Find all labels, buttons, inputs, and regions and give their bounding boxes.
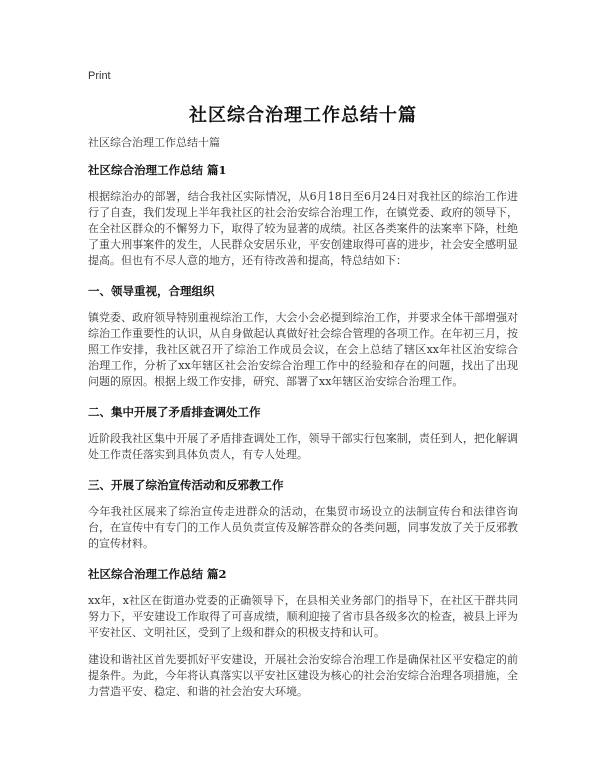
document-title: 社区综合治理工作总结十篇 [189, 105, 417, 126]
section-heading: 社区综合治理工作总结 篇2 [88, 567, 227, 581]
section-heading: 社区综合治理工作总结 篇1 [88, 163, 227, 177]
document-body [88, 162, 518, 700]
section-paragraph: 今年我社区展来了综治宣传走进群众的活动，在集贸市场设立的法制宣传台和法律咨询台，在宣传中有专门的工作人员负责宣传及解答群众的各类问题，同事发放了关于反邪教的宣传材料。 [88, 505, 518, 550]
section-heading: 三、开展了综治宣传活动和反邪教工作 [88, 478, 284, 492]
section-paragraph: 建设和谐社区首先要抓好平安建设，开展社会治安综合治理工作是确保社区平安稳定的前提条件。为此，今年将认真落实以平安社区建设为核心的社会治安综合治理各项措施，全力营造平安、稳定、和谐的社会治安大环境。 [88, 653, 518, 698]
section-paragraph: 近阶段我社区集中开展了矛盾排查调处工作，领导干部实行包案制，责任到人，把化解调处工作责任落实到具体负责人，有专人处理。 [88, 432, 518, 461]
print-link[interactable]: Print [88, 70, 111, 82]
document-subtitle: 社区综合治理工作总结十篇 [88, 136, 220, 149]
section-paragraph: 镇党委、政府领导特别重视综治工作，大会小会必提到综治工作，并要求全体干部增强对综治工作重要性的认识，从自身做起认真做好社会综合管理的各项工作。在年初三月，按照工作安排，我社区就召开了综治工作成员会议，在会上总结了辖区xx年社区治安综合治理工作，分析了xx年辖区社会治安综合治理工作中的经验和存在的问题，找出了出现问题的原因。根据上级工作安排，研究、部署了xx年辖区治安综合治理工作。 [88, 311, 518, 388]
section-paragraph: xx年，x社区在街道办党委的正确领导下，在县相关业务部门的指导下，在社区干群共同努力下，平安建设工作取得了可喜成绩，顺利迎接了省市县各级多次的检查，被县上评为平安社区、文明社区，受到了上级和群众的积极支持和认可。 [88, 594, 518, 639]
section-paragraph: 根据综治办的部署，结合我社区实际情况，从6月18日至6月24日对我社区的综治工作进行了自查，我们发现上半年我社区的社会治安综合治理工作，在镇党委、政府的领导下，在全社区群众的不懈努力下，取得了较为显著的成绩。社区各类案件的法案率下降，杜绝了重大刑事案件的发生，人民群众安居乐业，平安创建取得可喜的进步，社会安全感明显提高。但也有不尽人意的地方，还有待改善和提高，特总结如下： [88, 190, 518, 267]
section-heading: 一、领导重视，合理组织 [88, 284, 215, 298]
section-heading: 二、集中开展了矛盾排查调处工作 [88, 405, 261, 419]
